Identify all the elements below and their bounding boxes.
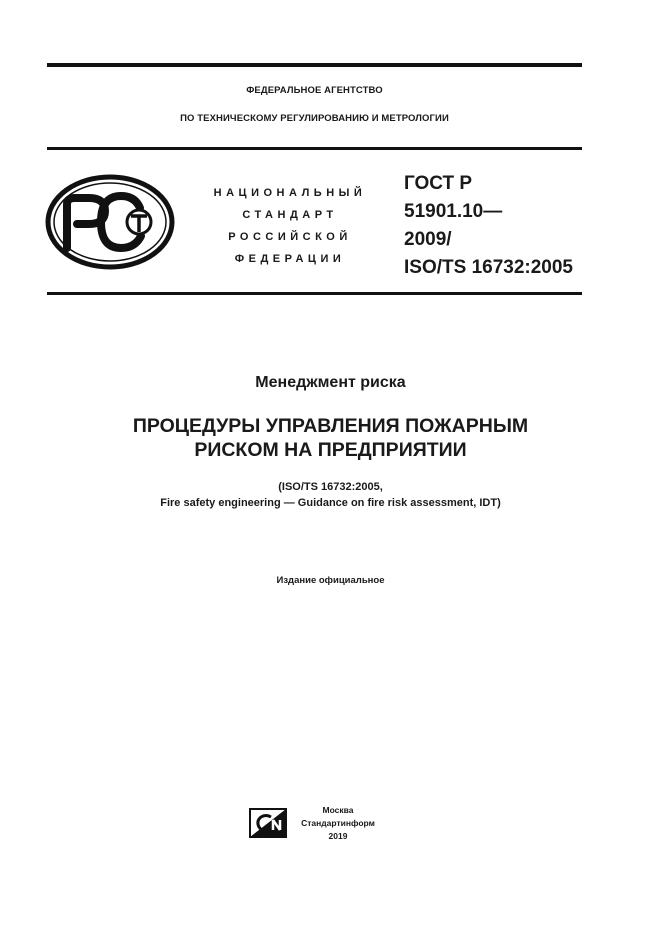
agency-line-2: ПО ТЕХНИЧЕСКОМУ РЕГУЛИРОВАНИЮ И МЕТРОЛОГИИ [180, 113, 449, 124]
rst-emblem-icon [45, 174, 175, 270]
header-rule [47, 147, 582, 150]
agency-line-1: ФЕДЕРАЛЬНОЕ АГЕНТСТВО [246, 85, 383, 96]
iso-reference-line: (ISO/TS 16732:2005, [278, 481, 383, 493]
designation-line: 2009/ [404, 229, 452, 250]
national-standard-label [200, 182, 380, 270]
designation-line: 51901.10— [404, 201, 503, 222]
designation-rule [47, 292, 582, 295]
publisher-block [298, 804, 378, 843]
iso-reference-line: Fire safety engineering — Guidance on fire risk assessment, IDT) [160, 497, 501, 509]
iso-reference [0, 479, 661, 511]
publisher-city: Москва [322, 805, 354, 815]
national-standard-line: ФЕДЕРАЦИИ [234, 253, 346, 265]
document-subject: Менеджмент риска [255, 374, 406, 391]
designation-line: ISO/TS 16732:2005 [404, 257, 573, 278]
document-title [0, 414, 661, 462]
national-standard-line: НАЦИОНАЛЬНЫЙ [213, 187, 367, 199]
designation-line: ГОСТ Р [404, 173, 473, 194]
national-standard-line: РОССИЙСКОЙ [228, 231, 352, 243]
publisher-name: Стандартинформ [301, 818, 375, 828]
title-line: ПРОЦЕДУРЫ УПРАВЛЕНИЯ ПОЖАРНЫМ [132, 415, 529, 437]
standartinform-logo-icon [249, 808, 287, 838]
national-standard-line: СТАНДАРТ [242, 209, 338, 221]
publisher-year: 2019 [328, 831, 348, 841]
standard-designation [404, 170, 573, 282]
edition-label: Издание официальное [276, 575, 385, 586]
top-rule [47, 63, 582, 67]
title-line: РИСКОМ НА ПРЕДПРИЯТИИ [194, 439, 467, 461]
